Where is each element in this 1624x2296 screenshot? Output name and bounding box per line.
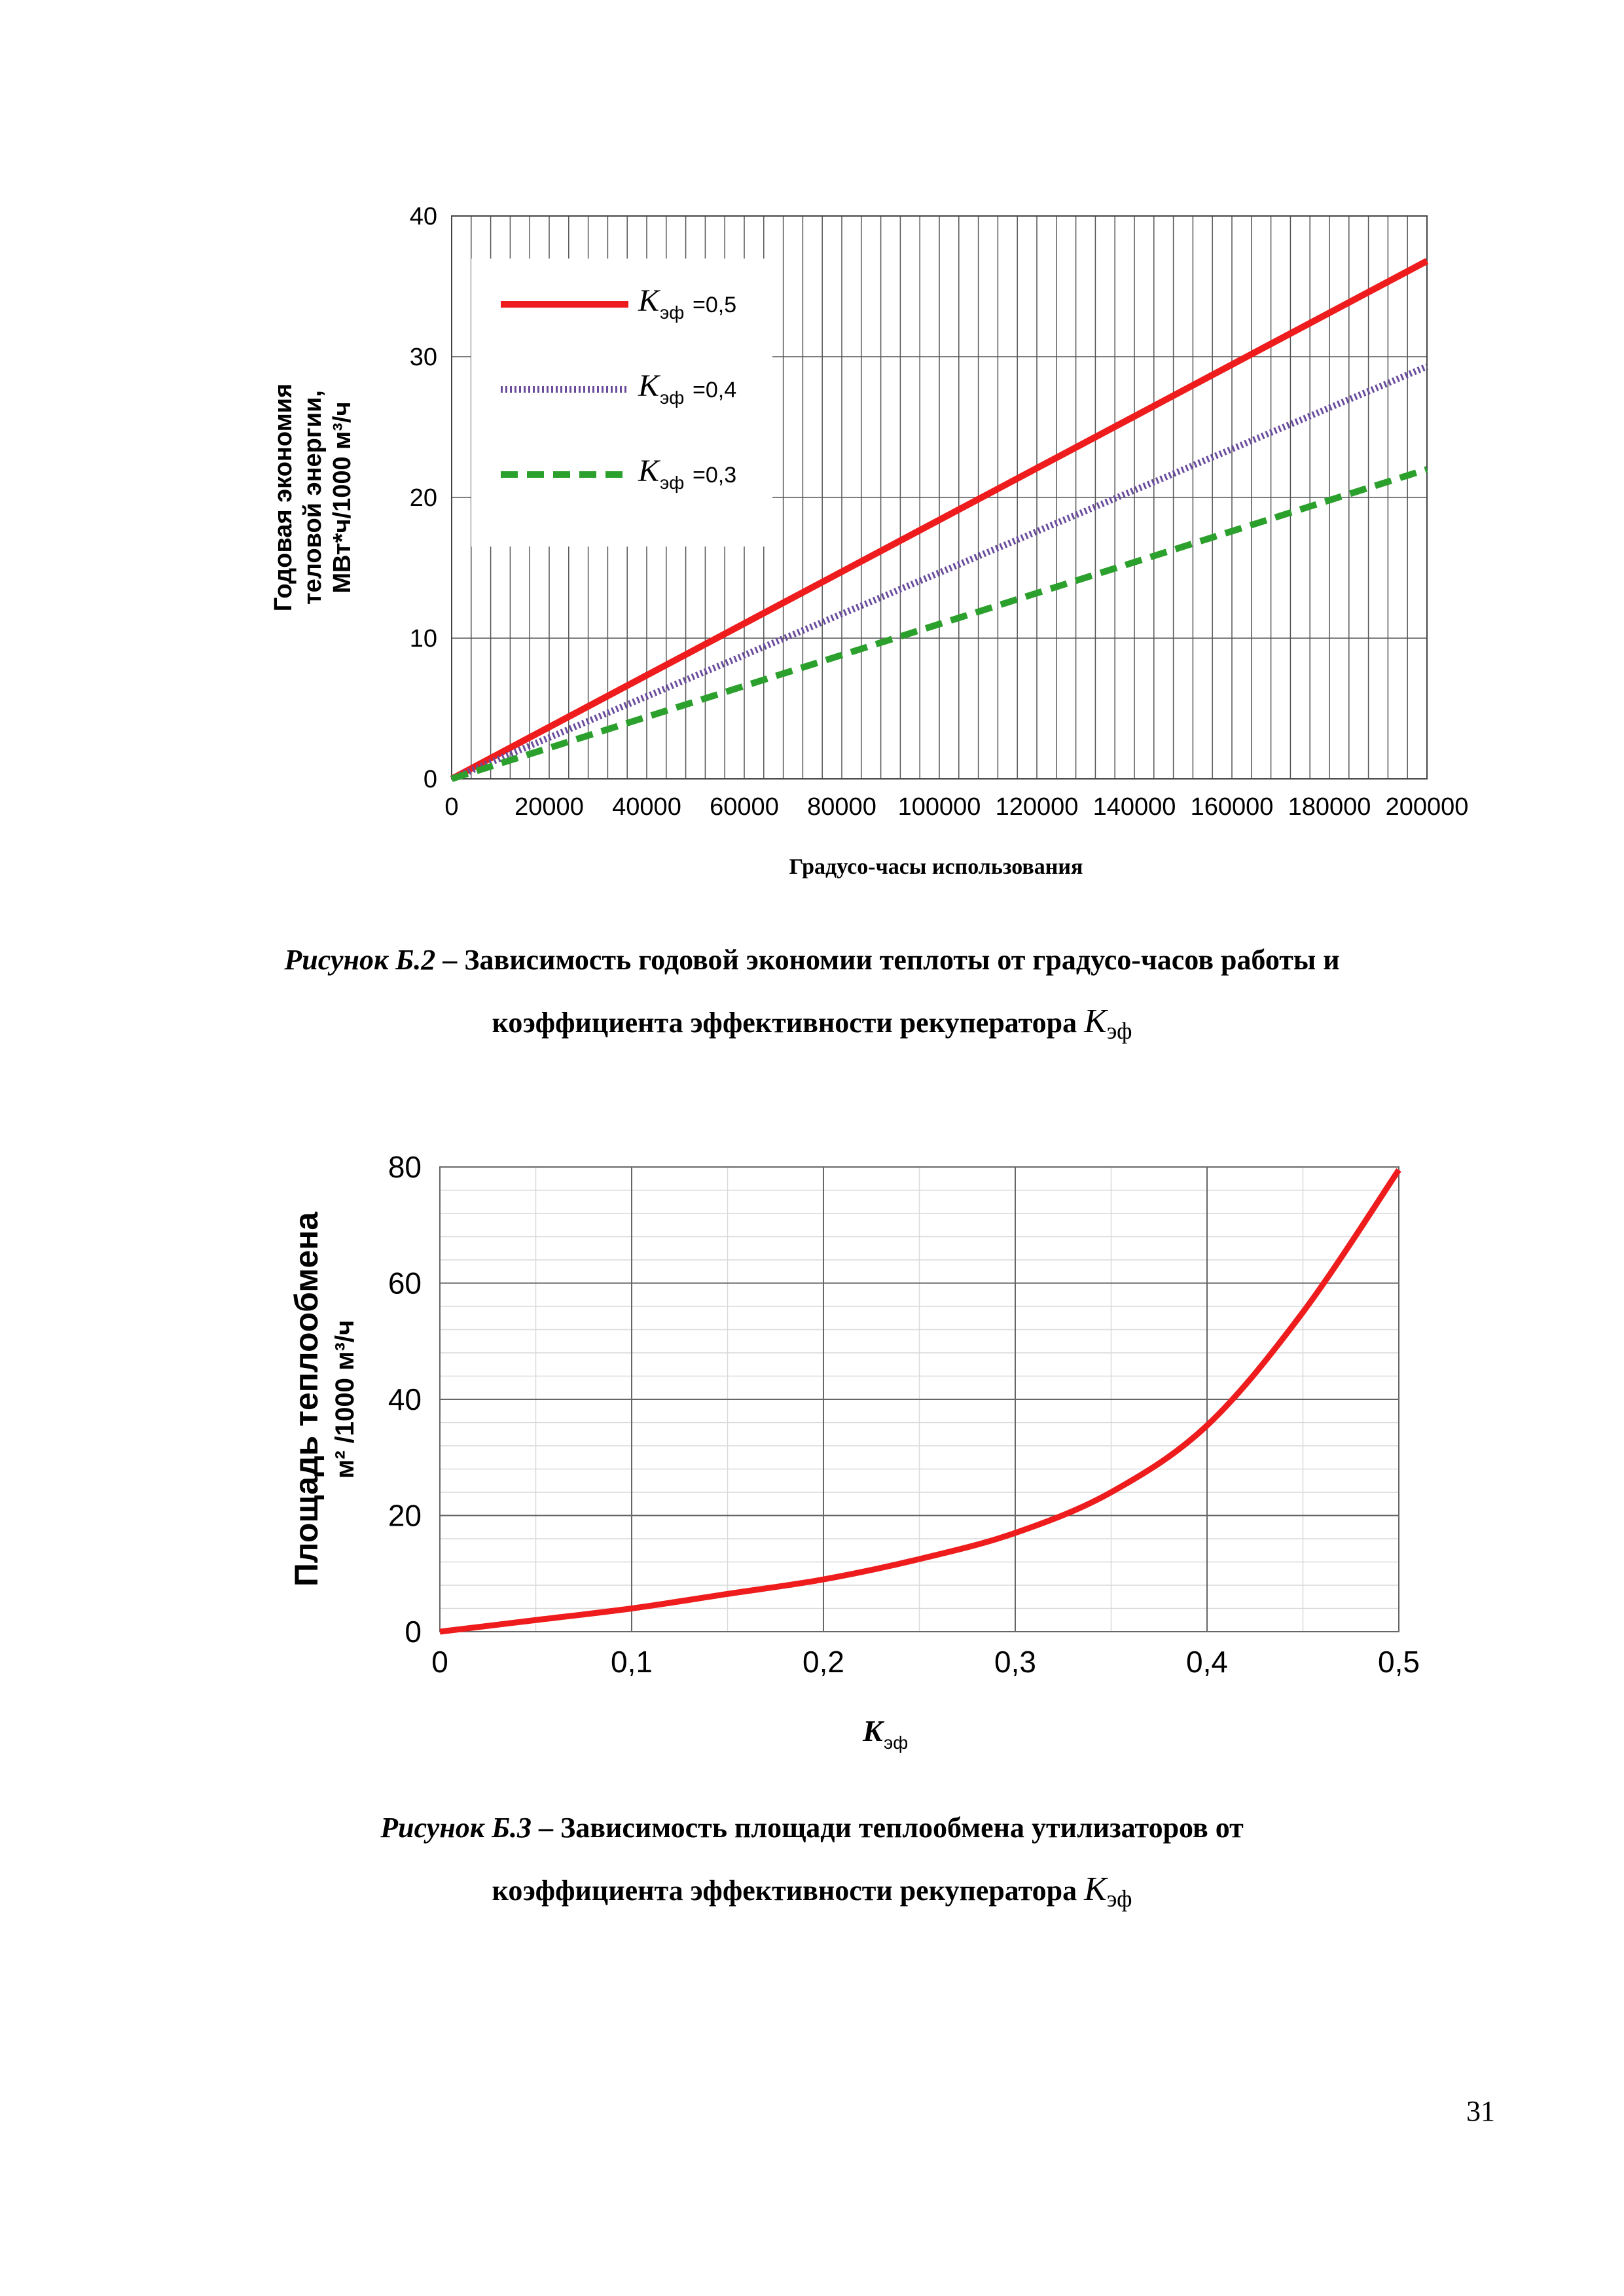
- caption-b2-line1: [0, 942, 1624, 978]
- y-axis-label-line: Площадь теплообмена: [288, 1211, 325, 1587]
- x-tick-label: 0: [431, 1645, 448, 1679]
- caption-b3-sub: эф: [1106, 1886, 1132, 1912]
- y-tick-label: 20: [388, 1498, 422, 1533]
- y-tick-label: 20: [409, 484, 437, 512]
- x-axis-k-symbol: K: [863, 1714, 883, 1748]
- legend-k-symbol: K: [638, 283, 660, 318]
- caption-b3-line2: [0, 1872, 1624, 1916]
- caption-b2-dash: –: [435, 944, 465, 976]
- x-axis-k-subscript: эф: [884, 1732, 909, 1753]
- y-tick-label: 30: [409, 344, 437, 371]
- y-tick-label: 60: [388, 1266, 422, 1300]
- x-tick-label: 0,2: [803, 1645, 844, 1679]
- y-axis-label-b3: [288, 1211, 359, 1587]
- caption-b3: [0, 1810, 1624, 1916]
- caption-b2-text2: коэффициента эффективности рекуператора: [492, 1007, 1085, 1039]
- y-tick-label: 10: [409, 625, 437, 653]
- legend-k-symbol: K: [638, 368, 660, 403]
- x-tick-label: 100000: [897, 793, 981, 821]
- y-tick-label: 80: [388, 1150, 422, 1184]
- x-tick-label: 200000: [1385, 793, 1469, 821]
- caption-b3-dash: –: [532, 1812, 561, 1844]
- y-axis-label-line: Годовая экономия: [270, 383, 297, 612]
- page-number: 31: [1466, 2095, 1495, 2127]
- caption-b2-text1: Зависимость годовой экономии теплоты от градусо-часов работы и: [464, 944, 1340, 976]
- chart-b3: [288, 1150, 1420, 1753]
- caption-b3-line1: [0, 1810, 1624, 1846]
- x-tick-label: 0: [444, 793, 459, 821]
- x-tick-label: 140000: [1092, 793, 1176, 821]
- x-tick-label: 0,3: [994, 1645, 1036, 1679]
- y-tick-label: 40: [388, 1382, 422, 1416]
- x-tick-label: 20000: [514, 793, 584, 821]
- x-tick-label: 160000: [1190, 793, 1274, 821]
- legend-label-k05: =0,5: [693, 293, 737, 317]
- caption-b2-label: Рисунок Б.2: [284, 944, 436, 976]
- caption-b3-text2: коэффициента эффективности рекуператора: [492, 1874, 1085, 1907]
- x-axis-label-b2: Градусо-часы использования: [789, 855, 1083, 879]
- y-axis-label-line: МВт*ч/1000 м³/ч: [329, 401, 356, 594]
- x-axis-label-b3: [862, 1714, 908, 1753]
- caption-b2-k: K: [1084, 1003, 1107, 1040]
- legend-label-k03: =0,3: [693, 463, 737, 488]
- legend-k-subscript: эф: [660, 302, 685, 323]
- chart-b2: [270, 203, 1468, 879]
- caption-b2-line2: [0, 1004, 1624, 1049]
- y-axis-label-line: м² /1000 м³/ч: [331, 1319, 359, 1479]
- x-tick-label: 0,1: [611, 1645, 653, 1679]
- legend-k-subscript: эф: [660, 473, 685, 493]
- y-tick-label: 0: [405, 1615, 422, 1649]
- x-tick-label: 60000: [710, 793, 779, 821]
- caption-b3-label: Рисунок Б.3: [380, 1812, 532, 1844]
- legend-label-k04: =0,4: [693, 378, 737, 403]
- caption-b3-k: K: [1084, 1871, 1107, 1908]
- x-tick-label: 180000: [1288, 793, 1371, 821]
- x-tick-label: 80000: [807, 793, 876, 821]
- y-tick-label: 0: [423, 766, 437, 793]
- legend-k-symbol: K: [638, 454, 660, 488]
- x-tick-label: 120000: [995, 793, 1079, 821]
- caption-b3-text1: Зависимость площади теплообмена утилизаторов от: [560, 1812, 1244, 1844]
- x-tick-label: 0,5: [1378, 1645, 1420, 1679]
- y-axis-label-b2: [270, 384, 356, 611]
- caption-b2: [0, 942, 1624, 1049]
- y-axis-label-line: теловой энергии,: [299, 390, 327, 605]
- y-tick-label: 40: [409, 203, 437, 230]
- caption-b2-sub: эф: [1106, 1018, 1132, 1044]
- x-tick-label: 40000: [612, 793, 681, 821]
- legend-k-subscript: эф: [660, 387, 685, 408]
- x-tick-label: 0,4: [1186, 1645, 1228, 1679]
